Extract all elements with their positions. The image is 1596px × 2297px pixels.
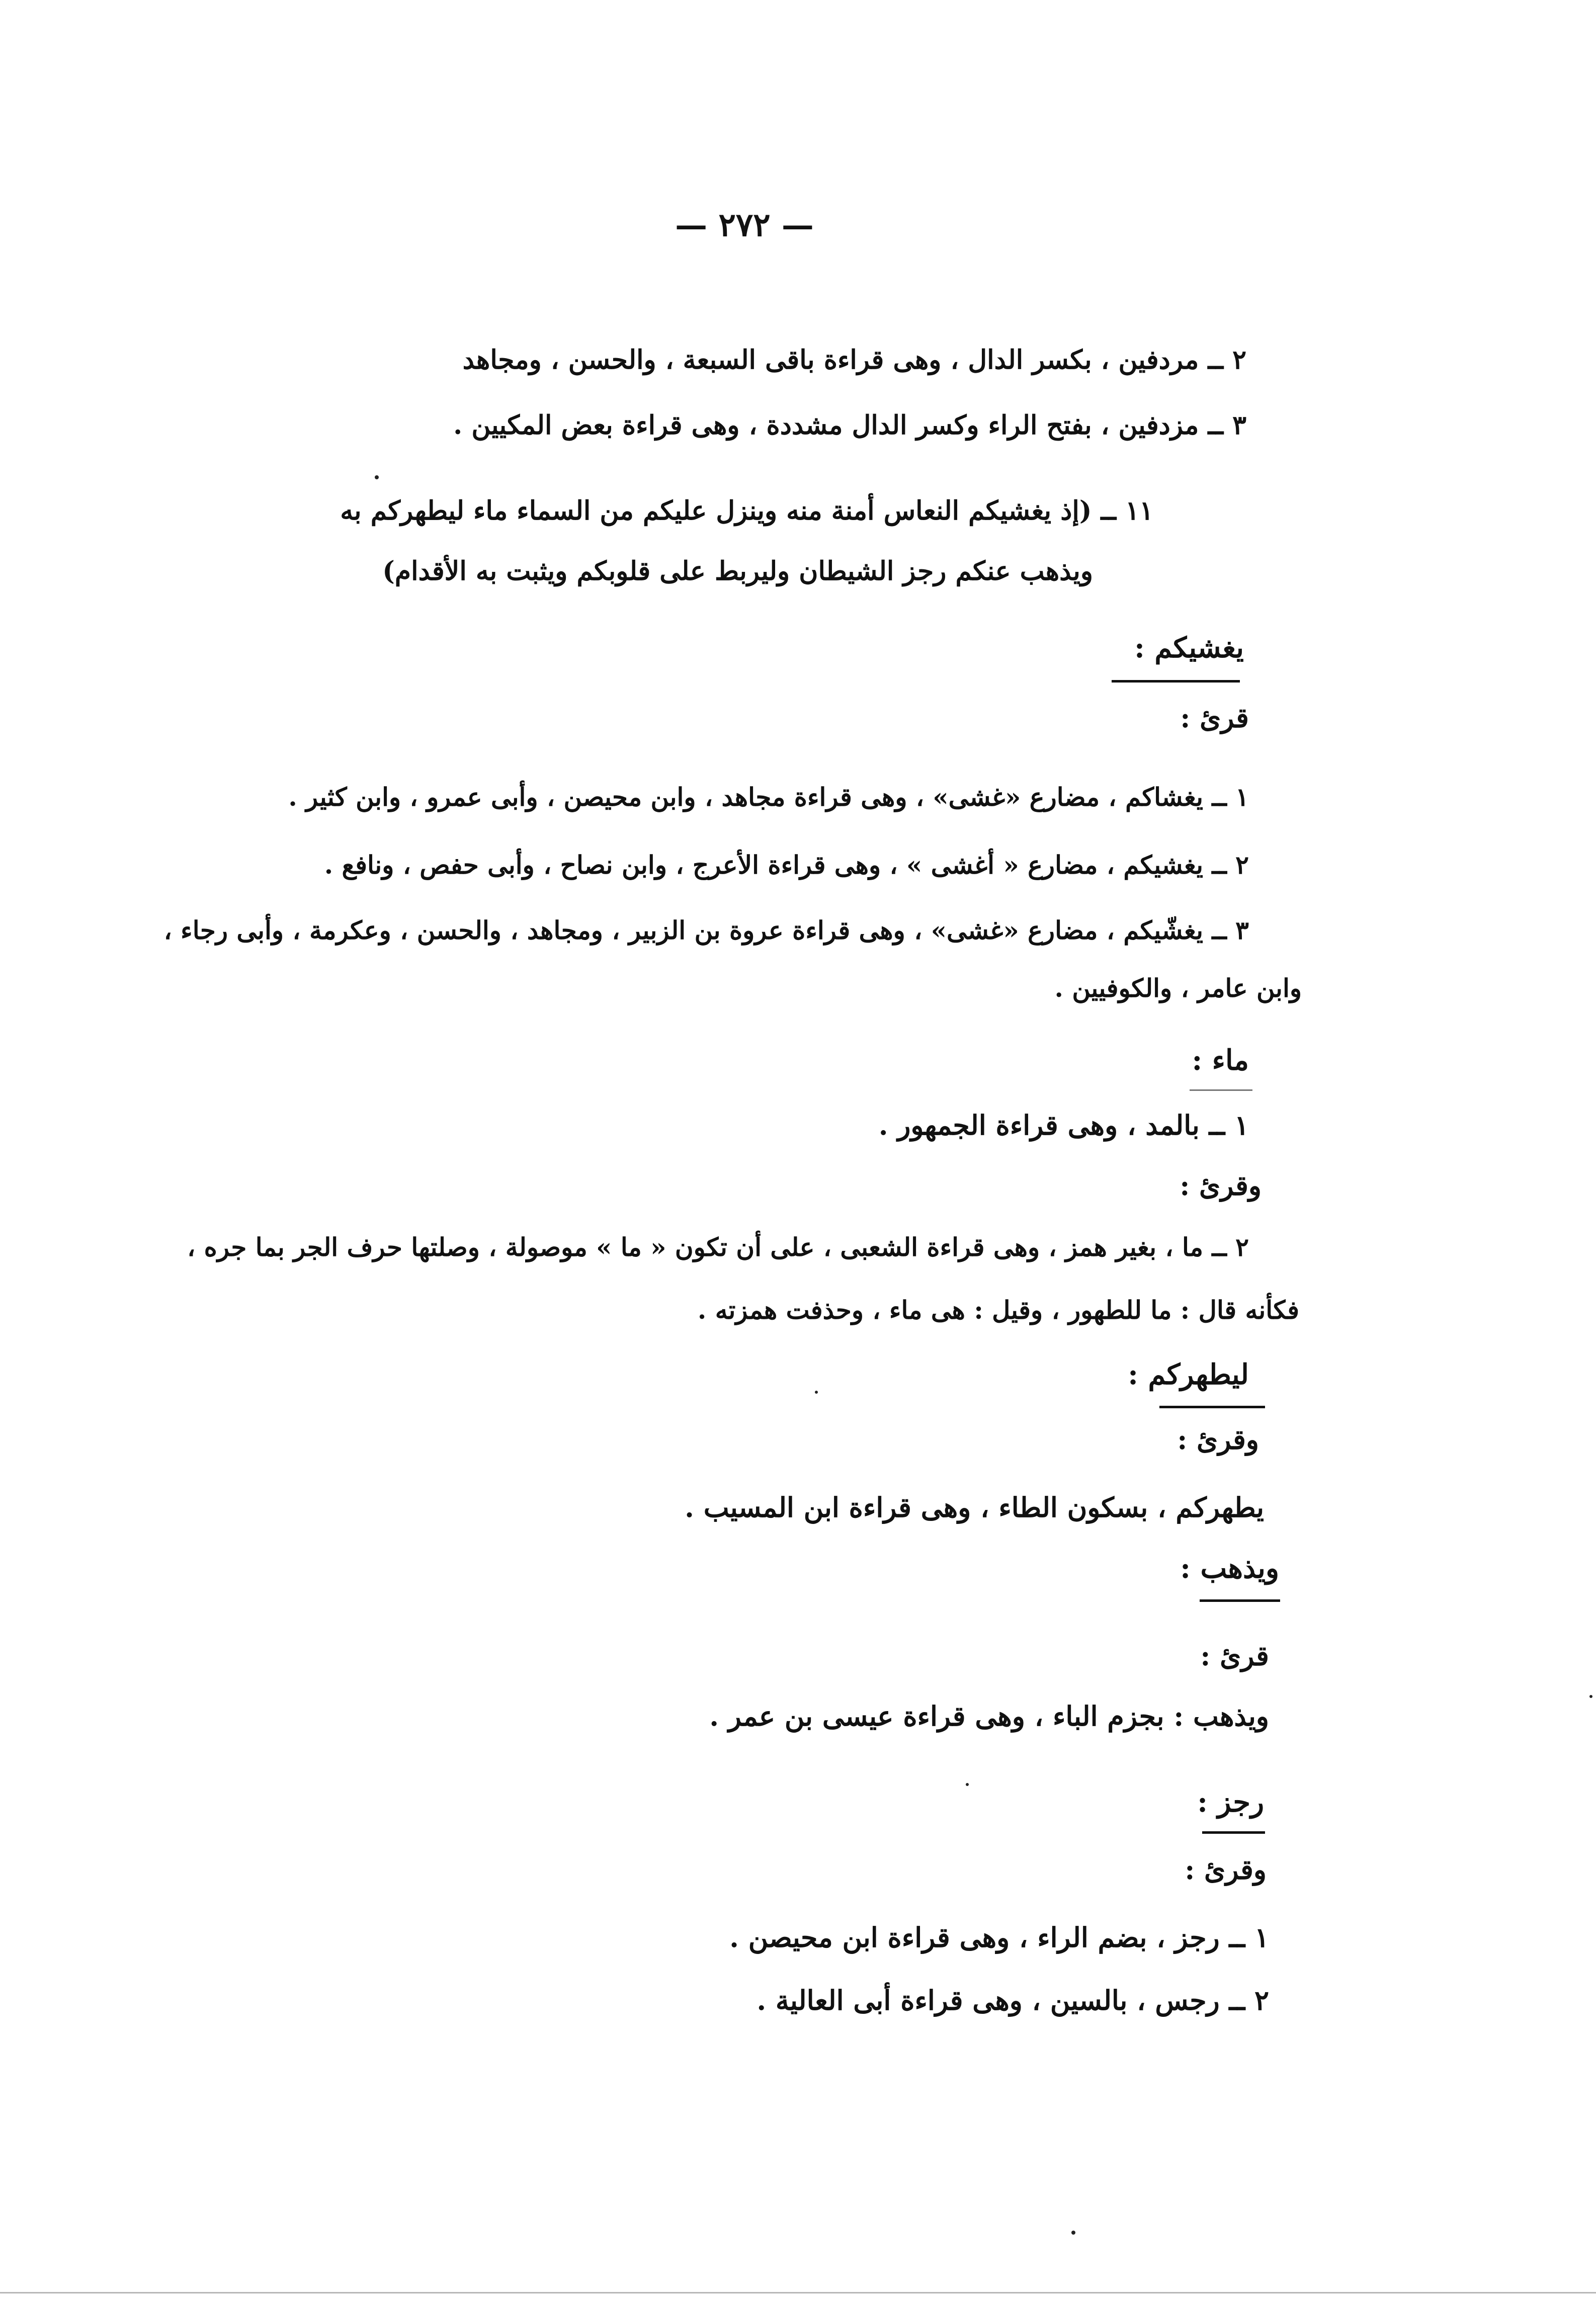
reading-line: ويذهب : بجزم الباء ، وهى قراءة عيسى بن عمر . <box>709 1700 1269 1732</box>
heading-underline <box>1159 1406 1265 1408</box>
scan-speck <box>815 1391 818 1394</box>
scan-speck <box>966 1783 969 1786</box>
page-bottom-edge <box>0 2292 1596 2293</box>
reading-label: وقرئ : <box>1180 1169 1262 1202</box>
verse-line: ويذهب عنكم رجز الشيطان وليربط على قلوبكم ويثبت به الأقدام) <box>382 556 1093 586</box>
reading-line: ١ ــ يغشاكم ، مضارع «غشى» ، وهى قراءة مجاهد ، وابن محيصن ، وأبى عمرو ، وابن كثير . <box>288 782 1249 812</box>
reading-line: ٢ ــ ما ، بغير همز ، وهى قراءة الشعبى ، على أن تكون « ما » موصولة ، وصلتها حرف الجر بما جره ، <box>187 1232 1249 1262</box>
section-heading: ماء : <box>1192 1044 1249 1077</box>
scan-speck <box>375 475 379 479</box>
reading-line: يطهركم ، بسكون الطاء ، وهى قراءة ابن المسيب . <box>685 1491 1264 1523</box>
reading-label: وقرئ : <box>1185 1853 1267 1886</box>
reading-line: ٣ ــ يغشّيكم ، مضارع «غشى» ، وهى قراءة عروة بن الزبير ، ومجاهد ، والحسن ، وعكرمة ، وأبى رجاء ، <box>163 915 1249 945</box>
scan-speck <box>1071 2231 1075 2235</box>
scan-speck <box>1589 1695 1592 1698</box>
heading-underline <box>1202 1831 1265 1834</box>
reading-label: قرئ : <box>1180 702 1249 734</box>
reading-line: فكأنه قال : ما للطهور ، وقيل : هى ماء ، وحذفت همزته . <box>697 1295 1299 1325</box>
reading-label: وقرئ : <box>1177 1423 1259 1456</box>
heading-underline <box>1190 1089 1252 1091</box>
reading-label: قرئ : <box>1200 1640 1269 1672</box>
section-heading: رجز : <box>1197 1785 1264 1819</box>
heading-underline <box>1112 680 1240 683</box>
reading-line: وابن عامر ، والكوفيين . <box>1054 973 1302 1003</box>
page-number: — ٢٧٢ — <box>675 206 814 244</box>
verse-line: ١١ ــ (إذ يغشيكم النعاس أمنة منه وينزل عليكم من السماء ماء ليطهركم به <box>340 495 1153 526</box>
heading-underline <box>1200 1599 1280 1602</box>
section-heading: يغشيكم : <box>1134 631 1244 664</box>
reading-line: ٣ ــ مزدفين ، بفتح الراء وكسر الدال مشددة ، وهى قراءة بعض المكيين . <box>453 410 1246 441</box>
reading-line: ٢ ــ مردفين ، بكسر الدال ، وهى قراءة باقى السبعة ، والحسن ، ومجاهد <box>462 345 1246 375</box>
reading-line: ١ ــ رجز ، بضم الراء ، وهى قراءة ابن محيصن . <box>729 1921 1269 1953</box>
reading-line: ١ ــ بالمد ، وهى قراءة الجمهور . <box>878 1109 1249 1141</box>
reading-line: ٢ ــ يغشيكم ، مضارع « أغشى » ، وهى قراءة الأعرج ، وابن نصاح ، وأبى حفص ، ونافع . <box>324 850 1249 880</box>
reading-line: ٢ ــ رجس ، بالسين ، وهى قراءة أبى العالية . <box>757 1984 1269 2016</box>
section-heading: ويذهب : <box>1180 1552 1279 1585</box>
section-heading: ليطهركم : <box>1128 1358 1249 1391</box>
